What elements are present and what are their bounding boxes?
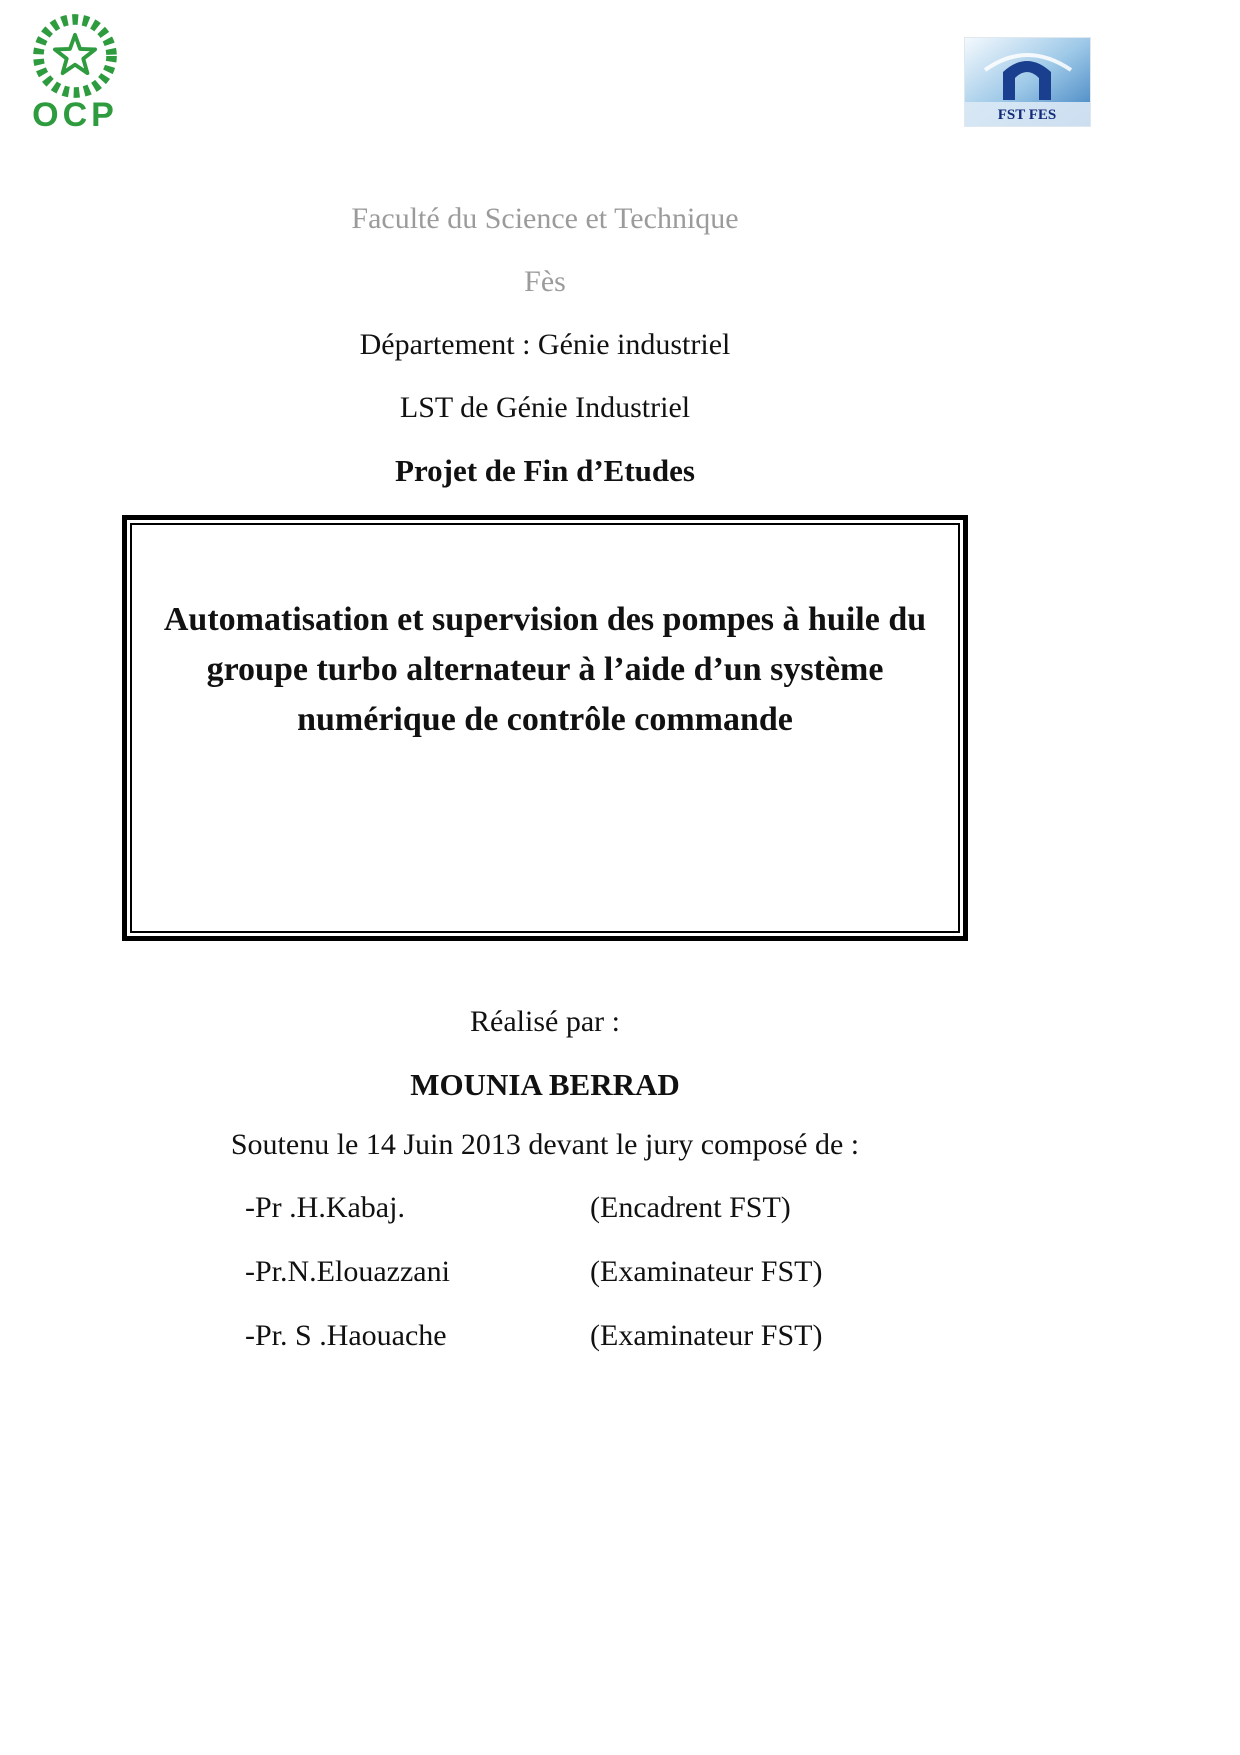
fst-logo xyxy=(965,38,1090,126)
jury-member-name: -Pr .H.Kabaj. xyxy=(245,1191,405,1224)
city-name: Fès xyxy=(524,265,566,298)
defense-line: Soutenu le 14 Juin 2013 devant le jury composé de : xyxy=(230,1128,860,1161)
jury-member-role: (Examinateur FST) xyxy=(590,1319,823,1352)
program-line: LST de Génie Industriel xyxy=(399,391,691,424)
jury-member-role: (Examinateur FST) xyxy=(590,1255,823,1288)
author-name: MOUNIA BERRAD xyxy=(410,1067,680,1102)
jury-row xyxy=(215,1317,875,1355)
title-page-content xyxy=(0,150,1090,1355)
jury-list xyxy=(0,1189,1090,1355)
jury-member-role: (Encadrent FST) xyxy=(590,1191,791,1224)
ocp-logo xyxy=(14,6,136,132)
ocp-wreath-star-icon xyxy=(16,6,134,106)
title-box xyxy=(122,515,968,941)
jury-member-name: -Pr.N.Elouazzani xyxy=(245,1255,450,1288)
jury-member-name: -Pr. S .Haouache xyxy=(245,1319,447,1352)
jury-row xyxy=(215,1253,875,1291)
fst-arch-icon xyxy=(965,38,1090,126)
header xyxy=(0,0,1240,150)
jury-row xyxy=(215,1189,875,1227)
realise-par-label: Réalisé par : xyxy=(470,1005,620,1038)
project-title: Automatisation et supervision des pompes à huile du groupe turbo alternateur à l’aide d’un système numérique de contrôle commande xyxy=(163,601,927,738)
department-line: Département : Génie industriel xyxy=(359,328,731,361)
faculty-name: Faculté du Science et Technique xyxy=(351,202,739,235)
title-box-inner xyxy=(130,523,960,933)
fst-logo-text: FST FES xyxy=(997,107,1057,123)
ocp-logo-text: OCP xyxy=(32,96,118,134)
document-type: Projet de Fin d’Etudes xyxy=(395,453,695,488)
